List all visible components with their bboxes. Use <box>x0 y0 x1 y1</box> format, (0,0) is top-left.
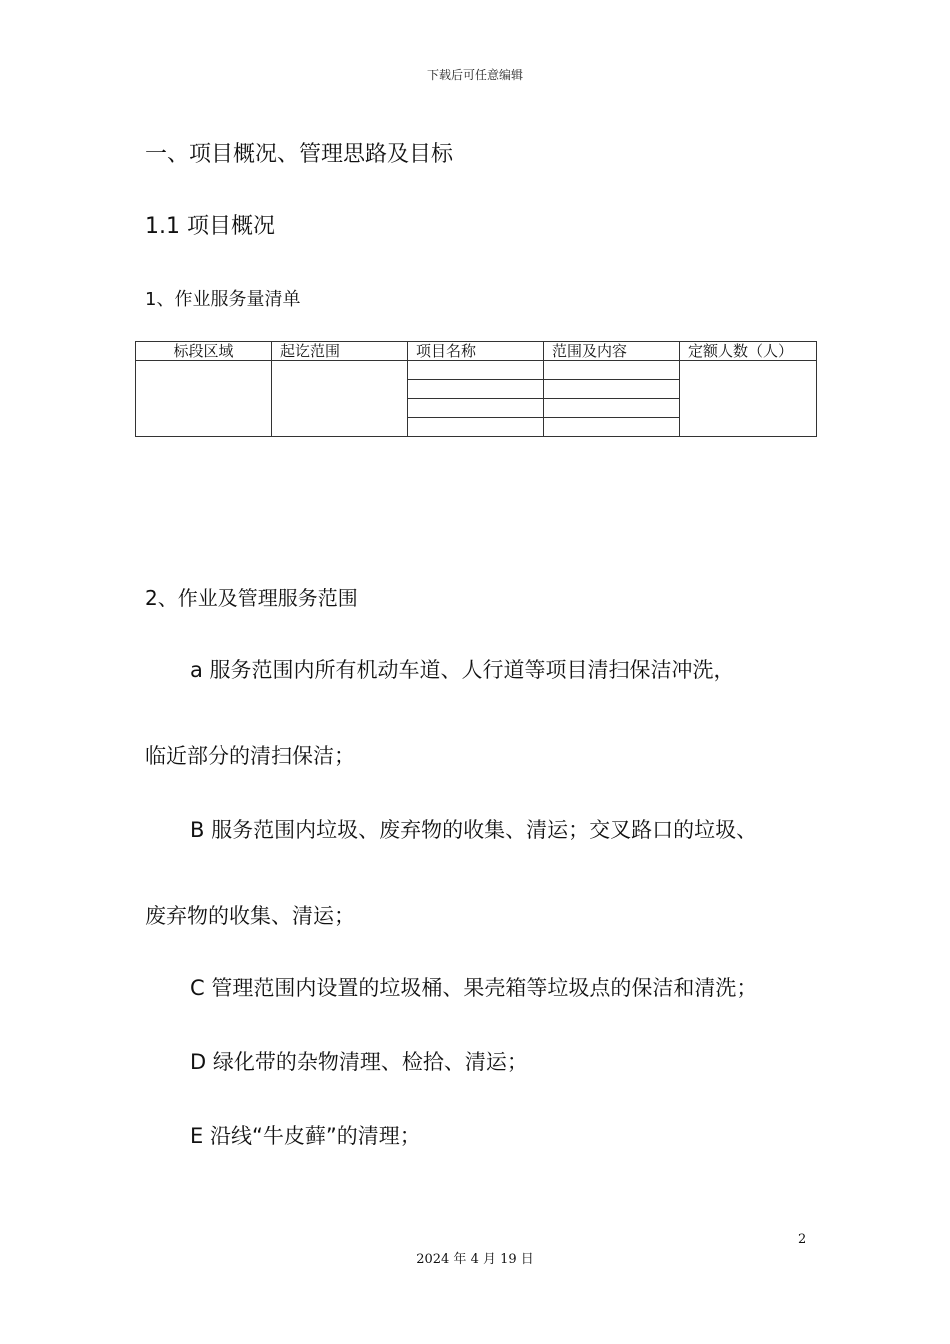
paragraph-e: E 沿线“牛皮藓”的清理； <box>190 1124 421 1148</box>
table-cell <box>408 399 544 418</box>
table-cell <box>136 361 272 437</box>
section-heading: 一、项目概况、管理思路及目标 <box>145 142 454 167</box>
header-section-area: 标段区域 <box>136 342 272 361</box>
table-cell <box>680 361 817 437</box>
header-range: 起讫范围 <box>272 342 408 361</box>
table-cell <box>408 418 544 437</box>
paragraph-b: B 服务范围内垃圾、废弃物的收集、清运；交叉路口的垃圾、 <box>190 818 758 842</box>
table-cell <box>544 399 680 418</box>
paragraph-c: C 管理范围内设置的垃圾桶、果壳箱等垃圾点的保洁和清洗； <box>190 976 758 1000</box>
paragraph-a-cont: 临近部分的清扫保洁； <box>145 744 355 768</box>
table-cell <box>272 361 408 437</box>
paragraph-b-cont: 废弃物的收集、清运； <box>145 904 355 928</box>
table-cell <box>408 361 544 380</box>
table-cell <box>408 380 544 399</box>
table-row <box>136 361 817 380</box>
header-note: 下载后可任意编辑 <box>426 68 523 82</box>
header-staff-quota: 定额人数（人） <box>680 342 817 361</box>
table-cell <box>544 361 680 380</box>
service-quantity-table <box>135 341 817 437</box>
header-item-name: 项目名称 <box>408 342 544 361</box>
table-cell <box>544 418 680 437</box>
list-heading-workload: 1、作业服务量清单 <box>145 289 301 310</box>
list-heading-scope: 2、作业及管理服务范围 <box>145 586 358 610</box>
subsection-heading: 1.1 项目概况 <box>145 214 275 239</box>
footer-date: 2024 年 4 月 19 日 <box>416 1252 534 1267</box>
table-cell <box>544 380 680 399</box>
paragraph-d: D 绿化带的杂物清理、检拾、清运； <box>190 1050 528 1074</box>
header-scope-content: 范围及内容 <box>544 342 680 361</box>
paragraph-a: a 服务范围内所有机动车道、人行道等项目清扫保洁冲洗， <box>190 658 735 682</box>
page-number: 2 <box>798 1232 807 1247</box>
table-header-row <box>136 342 817 361</box>
